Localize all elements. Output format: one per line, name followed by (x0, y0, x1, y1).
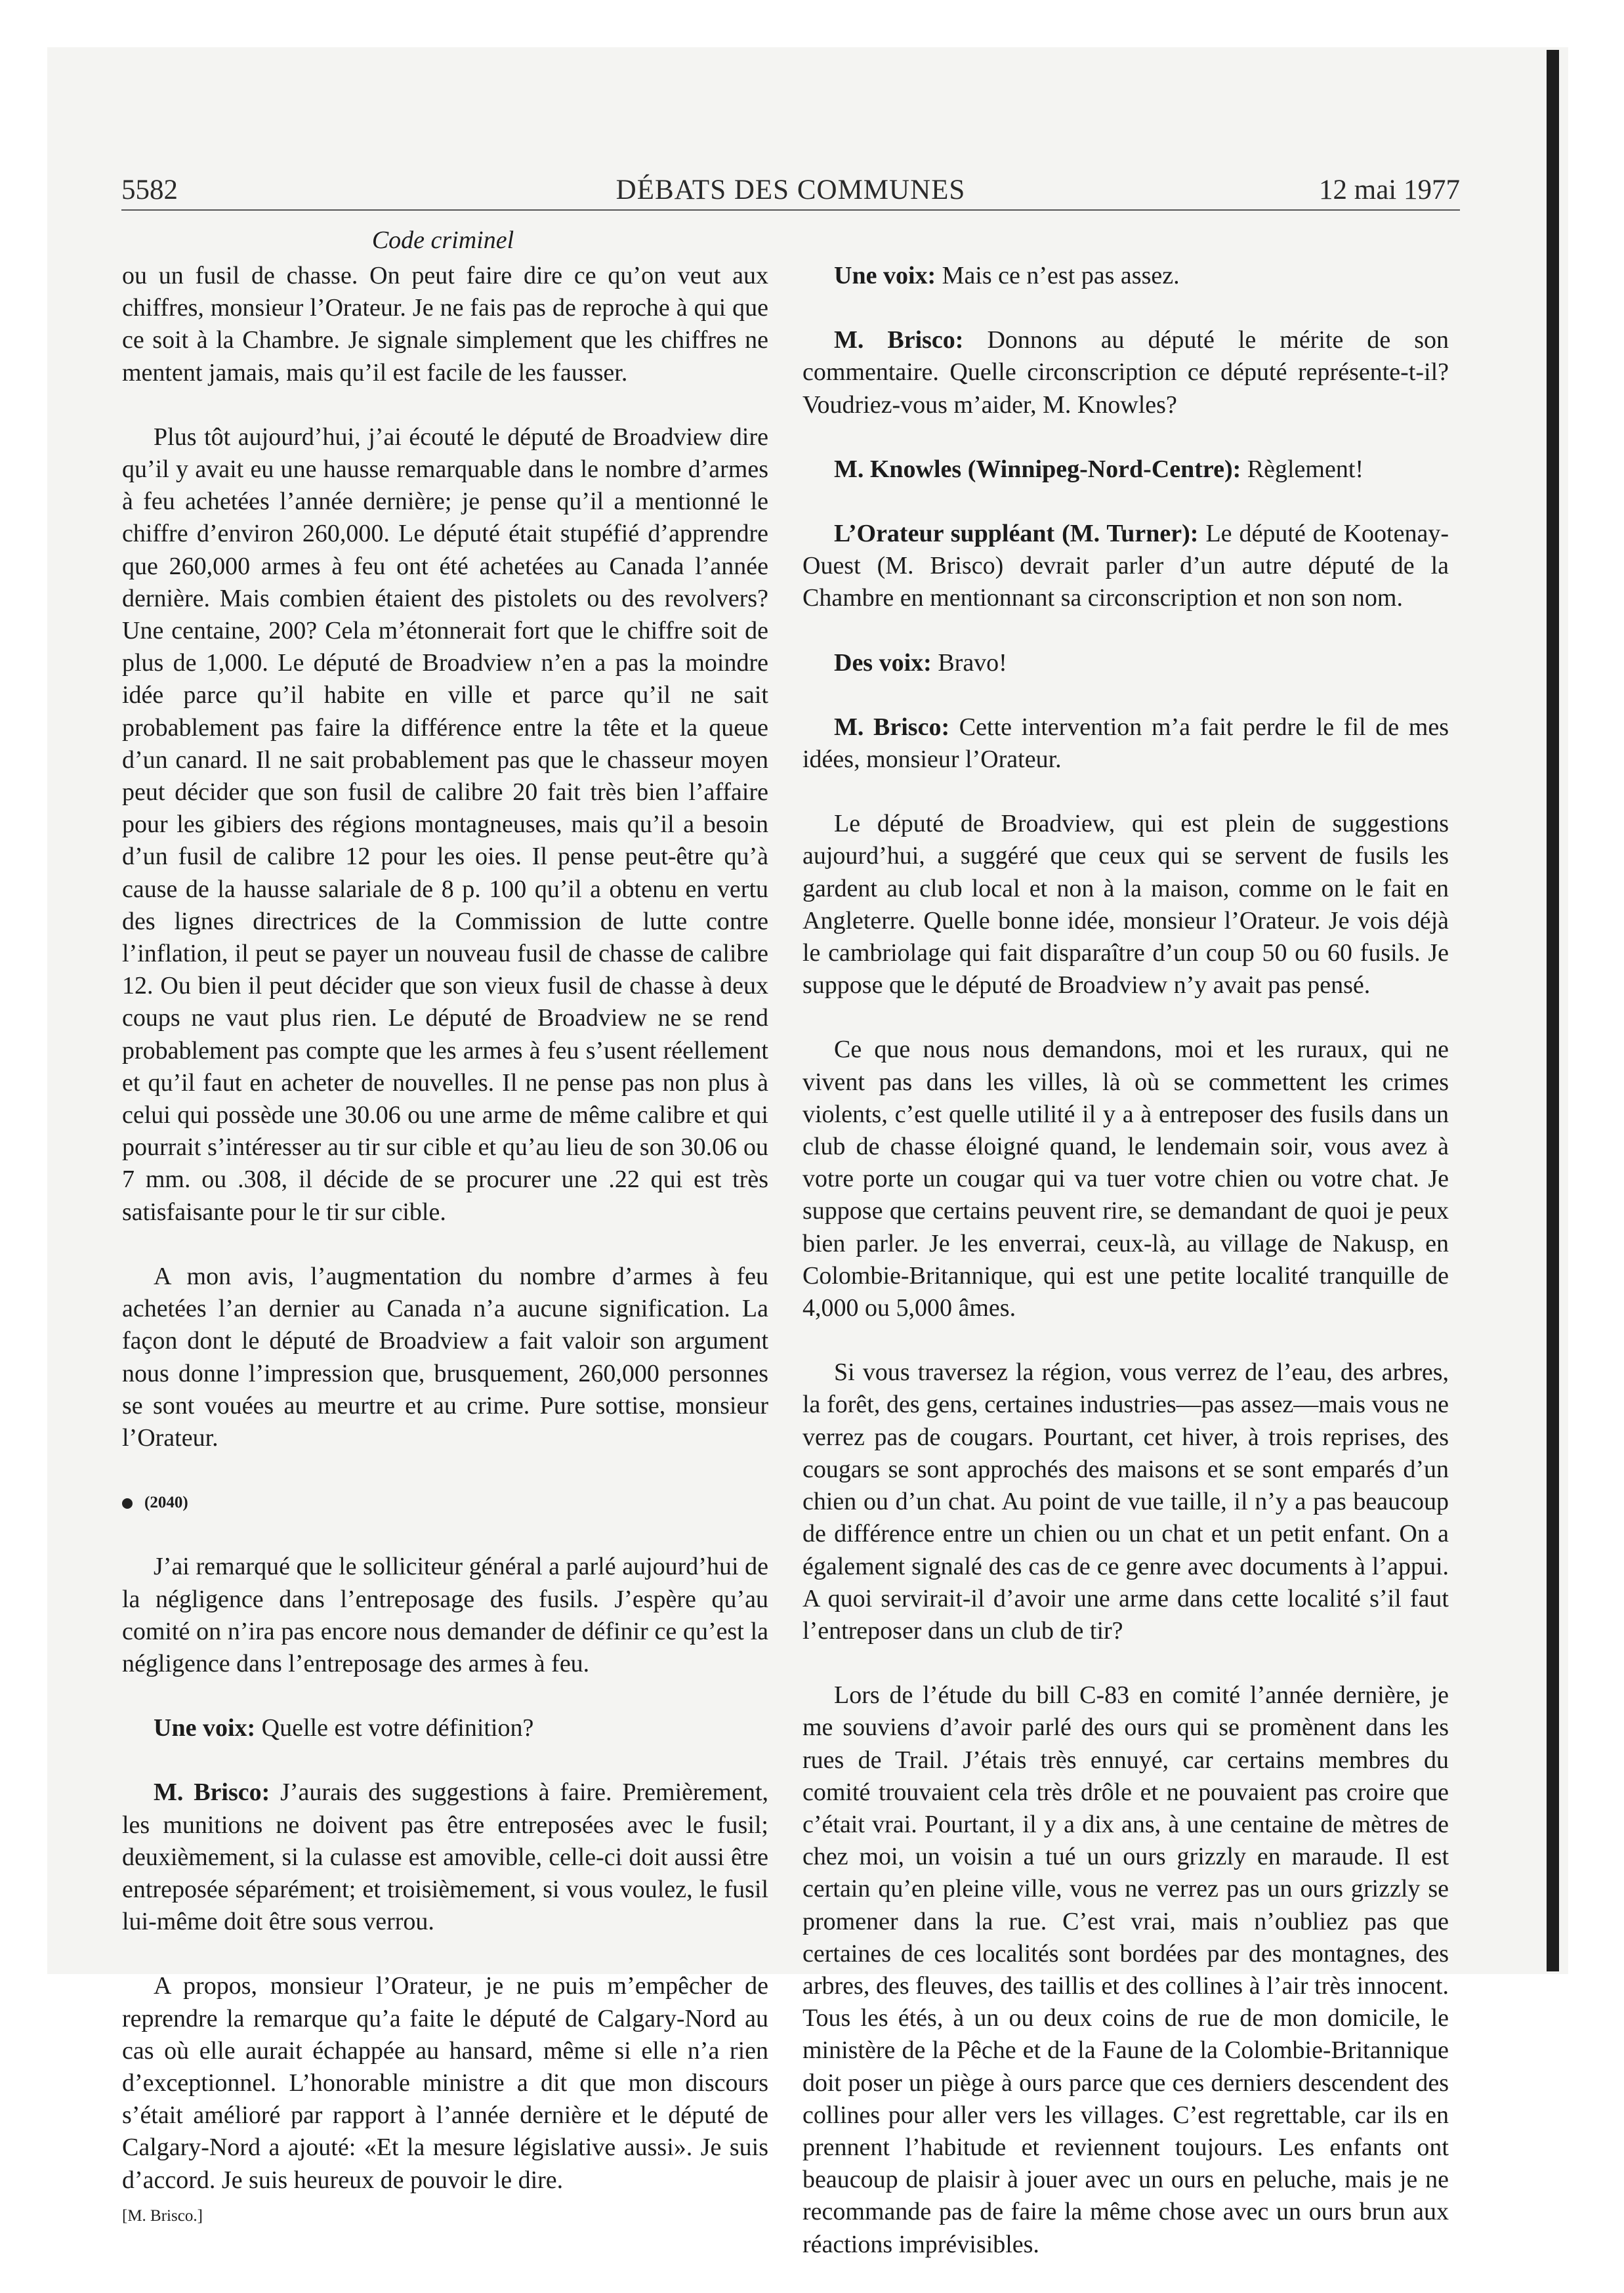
bullet-icon (122, 1498, 133, 1509)
page-edge-shadow (1547, 50, 1559, 1971)
speech-paragraph (802, 260, 1449, 292)
speech-paragraph (122, 1712, 768, 1744)
left-column (122, 260, 768, 2227)
speech-text: Quelle est votre définition? (255, 1714, 534, 1742)
speech-text: J’aurais des suggestions à faire. Premièrement, les munitions ne doivent pas être entreposées avec le fusil; deuxièmement, si la culasse est amovible, celle-ci doit aussi être entreposée séparément; et troisièmement, si vous voulez, le fusil lui-même doit être sous verrou. (122, 1778, 769, 1936)
speech-paragraph (802, 453, 1449, 486)
speech-text: Donnons au député le mérite de son commentaire. Quelle circonscription ce député représente-t-il? Voudriez-vous m’aider, M. Knowles? (802, 326, 1449, 419)
speaker-name: Une voix: (834, 262, 936, 289)
speech-text: Cette intervention m’a fait perdre le fil de mes idées, monsieur l’Orateur. (802, 713, 1449, 774)
page-header (121, 172, 1460, 211)
body-paragraph: Ce que nous nous demandons, moi et les ruraux, qui ne vivent pas dans les villes, là où se commettent les crimes violents, c’est quelle utilité il y a à entreposer des fusils dans un club de chasse éloigné quand, le lendemain soir, vous avez à votre porte un cougar qui va tuer votre chien ou votre chat. Je suppose que certains peuvent rire, se demandant de quoi je peux bien parler. Je les enverrai, ceux-là, au village de Nakusp, en Colombie-Britannique, qui est une petite localité tranquille de 4,000 ou 5,000 âmes. (802, 1036, 1449, 1322)
body-paragraph: A propos, monsieur l’Orateur, je ne puis m’empêcher de reprendre la remarque qu’a faite le député de Calgary-Nord au cas où elle aurait échappée au hansard, même si elle n’a rien d’exceptionnel. L’honorable ministre a dit que mon discours s’était amélioré par rapport à l’année dernière et le député de Calgary-Nord a ajouté: «Et la mesure législative aussi». Je suis d’accord. Je suis heureux de pouvoir le dire. (122, 1972, 768, 2194)
speech-paragraph (802, 647, 1449, 679)
issue-date: 12 mai 1977 (1319, 175, 1460, 205)
publication-title: DÉBATS DES COMMUNES (615, 175, 966, 205)
right-column (802, 260, 1449, 2293)
speech-text: Le député de Kootenay-Ouest (M. Brisco) devrait parler d’un autre député de la Chambre en mentionnant sa circonscription et non son nom. (802, 520, 1449, 612)
body-paragraph: ou un fusil de chasse. On peut faire dire ce qu’on veut aux chiffres, monsieur l’Orateur. Je ne fais pas de reproche à qui que ce soit à la Chambre. Je signale simplement que les chiffres ne mentent jamais, mais qu’il est facile de les fausser. (122, 262, 768, 387)
body-paragraph: Le député de Broadview, qui est plein de suggestions aujourd’hui, a suggéré que ceux qui se servent de fusils les gardent au club local et non à la maison, comme on le fait en Angleterre. Quelle bonne idée, monsieur l’Orateur. Je vois déjà le cambriolage qui fait disparaître d’un coup 50 ou 60 fusils. Je suppose que le député de Broadview n’y avait pas pensé. (802, 810, 1449, 999)
body-paragraph: A mon avis, l’augmentation du nombre d’armes à feu achetées l’an dernier au Canada n’a aucune signification. La façon dont le député de Broadview a fait valoir son argument nous donne l’impression que, brusquement, 260,000 personnes se sont vouées au meurtre et au crime. Pure sottise, monsieur l’Orateur. (122, 1262, 768, 1452)
speaker-name: M. Brisco: (154, 1778, 270, 1807)
speech-paragraph (122, 1777, 768, 1938)
body-paragraph: J’ai remarqué que le solliciteur général a parlé aujourd’hui de la négligence dans l’entreposage des fusils. J’espère qu’au comité on n’ira pas encore nous demander de définir ce qu’est la négligence dans l’entreposage des armes à feu. (122, 1553, 768, 1677)
speech-text: Règlement! (1241, 455, 1364, 483)
time-marker-text: (2040) (144, 1494, 188, 1512)
speech-paragraph (802, 324, 1449, 421)
speech-paragraph (802, 518, 1449, 615)
speech-text: Bravo! (931, 648, 1007, 677)
speaker-name: M. Knowles (Winnipeg-Nord-Centre): (834, 455, 1241, 483)
speaker-footnote: [M. Brisco.] (122, 2206, 203, 2225)
speech-text: Mais ce n’est pas assez. (936, 262, 1180, 289)
speaker-name: Des voix: (834, 648, 932, 677)
page-number: 5582 (121, 175, 178, 205)
speaker-name: Une voix: (154, 1714, 256, 1742)
speaker-name: L’Orateur suppléant (M. Turner): (834, 520, 1199, 548)
speaker-name: M. Brisco: (834, 326, 964, 354)
body-paragraph: Plus tôt aujourd’hui, j’ai écouté le député de Broadview dire qu’il y avait eu une hausse remarquable dans le nombre d’armes à feu achetées l’année dernière; je pense qu’il a mentionné le chiffre d’environ 260,000. Le député était stupéfié d’apprendre que 260,000 armes à feu ont été achetées au Canada l’année dernière. Mais combien étaient des pistolets ou des revolvers? Une centaine, 200? Cela m’étonnerait fort que le chiffre soit de plus de 1,000. Le député de Broadview n’en a pas la moindre idée parce qu’il habite en ville et parce qu’il ne sait probablement pas faire la différence entre la tête et la queue d’un canard. Il ne sait probablement pas que le chasseur moyen peut décider que son fusil de calibre 20 fait très bien l’affaire pour les gibiers des régions montagneuses, mais qu’il a besoin d’un fusil de calibre 12 pour les oies. Il pense peut-être qu’à cause de la hausse salariale de 8 p. 100 qu’il a obtenu en vertu des lignes directrices de la Commission de lutte contre l’inflation, il peut se payer un nouveau fusil de chasse de calibre 12. Ou bien il peut décider que son vieux fusil de chasse à deux coups ne vaut plus rien. Le député de Broadview ne se rend probablement pas compte que les armes à feu s’usent réellement et qu’il faut en acheter de nouvelles. Il ne pense pas non plus à celui qui possède une 30.06 ou une arme de même calibre et qui pourrait s’intéresser au tir sur cible et qu’au lieu de son 30.06 ou 7 mm. ou .308, il décide de se procurer une .22 qui est très satisfaisante pour le tir sur cible. (122, 423, 768, 1226)
time-marker (122, 1486, 768, 1519)
body-paragraph: Si vous traversez la région, vous verrez de l’eau, des arbres, la forêt, des gens, certaines industries—pas assez—mais vous ne verrez pas de cougars. Pourtant, cet hiver, à trois reprises, des cougars se sont approchés des maisons et se sont emparés d’un chien ou d’un chat. Au point de vue taille, il n’y a pas beaucoup de différence entre un chien ou un chat et un petit enfant. On a également signalé des cas de ce genre avec documents à l’appui. A quoi servirait-il d’avoir une arme dans cette localité s’il faut l’entreposer dans un club de tir? (802, 1358, 1449, 1645)
header-rule (121, 209, 1460, 211)
body-paragraph: Lors de l’étude du bill C-83 en comité l’année dernière, je me souviens d’avoir parlé des ours qui se promènent dans les rues de Trail. J’étais très ennuyé, car certains membres du comité trouvaient cela très drôle et ne pouvaient pas croire que c’était vrai. Pourtant, il y a dix ans, à une centaine de mètres de chez moi, un voisin a tué un ours grizzly en maraude. Il est certain qu’en pleine ville, vous ne verrez pas un ours grizzly se promener dans la rue. C’est vrai, mais n’oubliez pas que certaines de ces localités sont bordées par des montagnes, des arbres, des fleuves, des taillis et des collines à l’air très innocent. Tous les étés, à un ou deux coins de rue de mon domicile, le ministère de la Pêche et de la Faune de la Colombie-Britannique doit poser un piège à ours parce que ces derniers descendent des collines pour aller vers les villages. C’est regrettable, car ils en prennent l’habitude et reviennent toujours. Les enfants ont beaucoup de plaisir à jouer avec un ours en peluche, mais je ne recommande pas de faire la même chose avec un ours brun aux réactions imprévisibles. (802, 1681, 1449, 2258)
speaker-name: M. Brisco: (834, 713, 950, 741)
speech-paragraph (802, 711, 1449, 776)
section-title: Code criminel (371, 226, 514, 254)
